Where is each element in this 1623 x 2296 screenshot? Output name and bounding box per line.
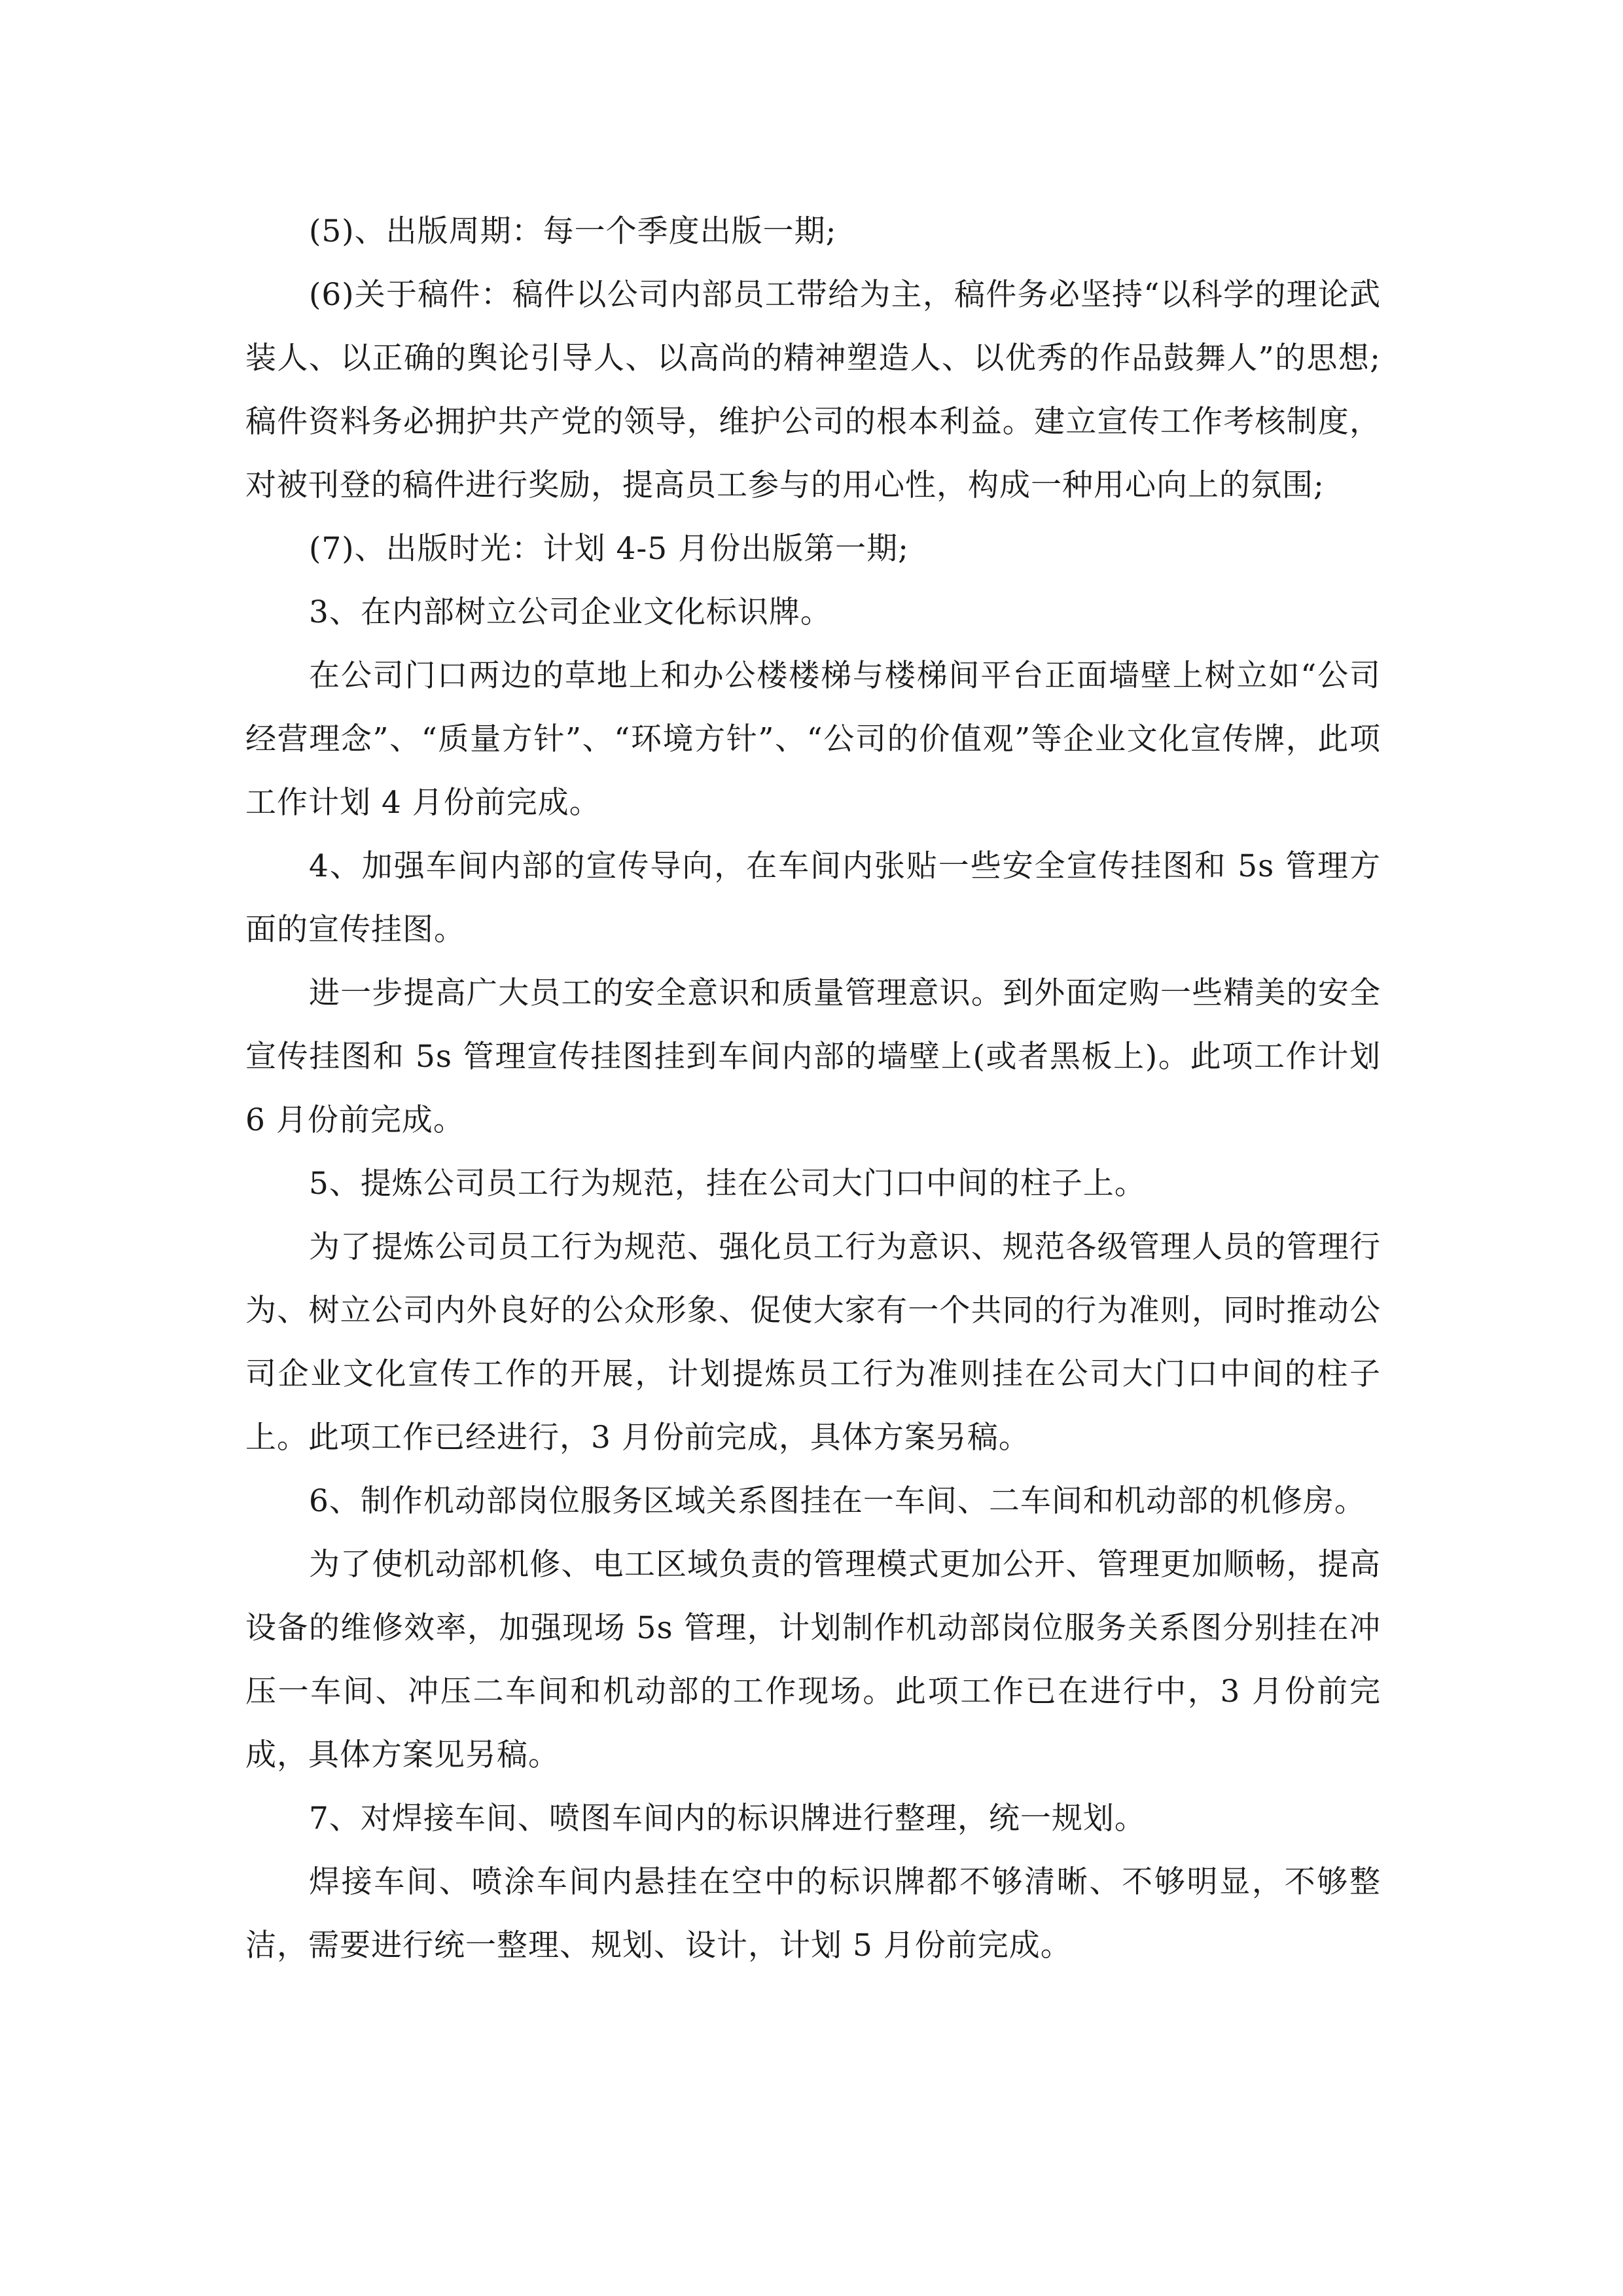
heading-item-5: 5、提炼公司员工行为规范，挂在公司大门口中间的柱子上。 <box>309 1166 1146 1202</box>
paragraph-item-3-detail: 在公司门口两边的草地上和办公楼楼梯与楼梯间平台正面墙壁上树立如“公司经营理念”、“质量方针”、“环境方针”、“公司的价值观”等企业文化宣传牌，此项工作计划 4 月份前完成。 <box>245 658 1381 821</box>
paragraph-publication-time: (7)、出版时光：计划 4-5 月份出版第一期; <box>309 531 909 567</box>
paragraph-publication-cycle: (5)、出版周期：每一个季度出版一期; <box>309 213 837 249</box>
heading-item-6: 6、制作机动部岗位服务区域关系图挂在一车间、二车间和机动部的机修房。 <box>309 1483 1366 1519</box>
heading-item-3: 3、在内部树立公司企业文化标识牌。 <box>309 594 832 630</box>
paragraph-item-5-detail: 为了提炼公司员工行为规范、强化员工行为意识、规范各级管理人员的管理行为、树立公司内外良好的公众形象、促使大家有一个共同的行为准则，同时推动公司企业文化宣传工作的开展，计划提炼员工行为准则挂在公司大门口中间的柱子上。此项工作已经进行，3 月份前完成，具体方案另稿。 <box>245 1229 1381 1456</box>
heading-item-4: 4、加强车间内部的宣传导向，在车间内张贴一些安全宣传挂图和 5s 管理方面的宣传挂图。 <box>245 848 1381 948</box>
paragraph-item-6-detail: 为了使机动部机修、电工区域负责的管理模式更加公开、管理更加顺畅，提高设备的维修效率，加强现场 5s 管理，计划制作机动部岗位服务关系图分别挂在冲压一车间、冲压二车间和机动部的工作现场。此项工作已在进行中，3 月份前完成，具体方案见另稿。 <box>245 1547 1381 1773</box>
paragraph-manuscripts: (6)关于稿件：稿件以公司内部员工带给为主，稿件务必坚持“以科学的理论武装人、以正确的舆论引导人、以高尚的精神塑造人、以优秀的作品鼓舞人”的思想;稿件资料务必拥护共产党的领导，维护公司的根本利益。建立宣传工作考核制度，对被刊登的稿件进行奖励，提高员工参与的用心性，构成一种用心向上的氛围; <box>245 277 1381 503</box>
paragraph-item-7-detail: 焊接车间、喷涂车间内悬挂在空中的标识牌都不够清晰、不够明显，不够整洁，需要进行统一整理、规划、设计，计划 5 月份前完成。 <box>245 1864 1381 1964</box>
heading-item-7: 7、对焊接车间、喷图车间内的标识牌进行整理，统一规划。 <box>309 1801 1146 1837</box>
document-body <box>245 200 1381 1977</box>
paragraph-item-4-detail: 进一步提高广大员工的安全意识和质量管理意识。到外面定购一些精美的安全宣传挂图和 5s 管理宣传挂图挂到车间内部的墙壁上(或者黑板上)。此项工作计划 6 月份前完成。 <box>245 975 1381 1138</box>
